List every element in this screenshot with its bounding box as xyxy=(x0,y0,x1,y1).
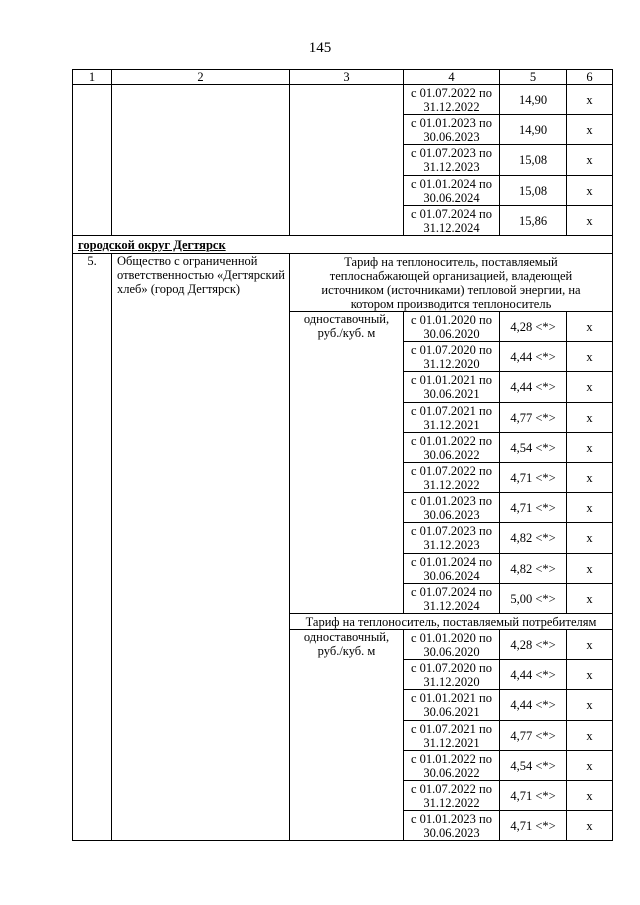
empty-mark-cell: х xyxy=(586,758,593,773)
empty-mark-cell: х xyxy=(586,818,593,833)
tariff-value-cell: 4,44 <*> xyxy=(510,379,556,394)
table-rule xyxy=(289,69,290,236)
empty-mark-cell: х xyxy=(586,530,593,545)
tariff-value-cell: 5,00 <*> xyxy=(510,591,556,606)
organization-name: Общество с ограниченной ответственностью «Дегтярский хлеб» (город Дегтярск) xyxy=(117,254,285,296)
empty-mark-cell: х xyxy=(586,152,593,167)
table-rule xyxy=(499,629,500,841)
table-rule xyxy=(566,69,567,236)
period-cell: с 01.01.2020 по 30.06.2020 xyxy=(411,630,492,659)
table-rule xyxy=(566,311,567,614)
table-rule xyxy=(566,629,567,841)
table-rule xyxy=(612,69,613,841)
empty-mark-cell: х xyxy=(586,470,593,485)
period-cell: с 01.07.2020 по 31.12.2020 xyxy=(411,342,492,371)
period-cell: с 01.01.2020 по 30.06.2020 xyxy=(411,312,492,341)
table-rule xyxy=(403,311,404,614)
table-rule xyxy=(499,311,500,614)
table-rule xyxy=(289,253,290,841)
tariff-type: одноставочный, руб./куб. м xyxy=(303,630,390,658)
empty-mark-cell: х xyxy=(586,122,593,137)
empty-mark-cell: х xyxy=(586,667,593,682)
period-cell: с 01.07.2020 по 31.12.2020 xyxy=(411,660,492,689)
row-number: 5. xyxy=(87,254,97,268)
tariff-value-cell: 4,28 <*> xyxy=(510,637,556,652)
column-header-5: 5 xyxy=(529,70,537,84)
period-cell: с 01.07.2023 по 31.12.2023 xyxy=(411,145,492,174)
period-cell: с 01.01.2024 по 30.06.2024 xyxy=(411,176,492,205)
period-cell: с 01.07.2021 по 31.12.2021 xyxy=(411,403,492,432)
period-cell: с 01.01.2022 по 30.06.2022 xyxy=(411,751,492,780)
table-rule xyxy=(403,69,404,236)
tariff-value-cell: 4,71 <*> xyxy=(510,788,556,803)
column-header-6: 6 xyxy=(586,70,593,84)
column-header-4: 4 xyxy=(448,70,455,84)
empty-mark-cell: х xyxy=(586,319,593,334)
section-title: городской округ Дегтярск xyxy=(78,237,226,252)
table-rule xyxy=(499,69,500,236)
table-rule xyxy=(111,253,112,841)
column-header-2: 2 xyxy=(197,70,204,84)
period-cell: с 01.01.2023 по 30.06.2023 xyxy=(411,115,492,144)
page-number: 145 xyxy=(308,40,332,56)
tariff-value-cell: 15,86 xyxy=(518,213,548,228)
tariff-value-cell: 4,71 <*> xyxy=(510,470,556,485)
tariff-value-cell: 4,44 <*> xyxy=(510,667,556,682)
column-header-1: 1 xyxy=(88,70,96,84)
tariff-value-cell: 4,82 <*> xyxy=(510,561,556,576)
empty-mark-cell: х xyxy=(586,349,593,364)
empty-mark-cell: х xyxy=(586,183,593,198)
empty-mark-cell: х xyxy=(586,379,593,394)
column-header-3: 3 xyxy=(343,70,350,84)
tariff-value-cell: 15,08 xyxy=(518,152,548,167)
table-rule xyxy=(72,69,73,841)
table-rule xyxy=(111,69,112,236)
empty-mark-cell: х xyxy=(586,92,593,107)
period-cell: с 01.07.2022 по 31.12.2022 xyxy=(411,463,492,492)
table-rule xyxy=(72,840,613,841)
period-cell: с 01.07.2024 по 31.12.2024 xyxy=(411,584,492,613)
empty-mark-cell: х xyxy=(586,788,593,803)
tariff-value-cell: 14,90 xyxy=(518,122,548,137)
period-cell: с 01.01.2023 по 30.06.2023 xyxy=(411,493,492,522)
tariff-value-cell: 4,28 <*> xyxy=(510,319,556,334)
table-rule xyxy=(403,629,404,841)
empty-mark-cell: х xyxy=(586,697,593,712)
tariff-value-cell: 4,44 <*> xyxy=(510,697,556,712)
period-cell: с 01.07.2024 по 31.12.2024 xyxy=(411,206,492,235)
empty-mark-cell: х xyxy=(586,637,593,652)
empty-mark-cell: х xyxy=(586,728,593,743)
tariff-value-cell: 4,71 <*> xyxy=(510,818,556,833)
tariff-value-cell: 4,71 <*> xyxy=(510,500,556,515)
empty-mark-cell: х xyxy=(586,440,593,455)
period-cell: с 01.07.2022 по 31.12.2022 xyxy=(411,85,492,114)
tariff-value-cell: 15,08 xyxy=(518,183,548,198)
tariff-value-cell: 4,44 <*> xyxy=(510,349,556,364)
tariff-title: Тариф на теплоноситель, поставляемый теплоснабжающей организацией, владеющей источником (источниками) тепловой энергии, на котором производится теплоноситель xyxy=(321,255,581,311)
tariff-value-cell: 4,54 <*> xyxy=(510,440,556,455)
period-cell: с 01.01.2021 по 30.06.2021 xyxy=(411,690,492,719)
period-cell: с 01.07.2023 по 31.12.2023 xyxy=(411,523,492,552)
tariff-value-cell: 4,77 <*> xyxy=(510,410,556,425)
empty-mark-cell: х xyxy=(586,213,593,228)
period-cell: с 01.01.2021 по 30.06.2021 xyxy=(411,372,492,401)
tariff-value-cell: 4,77 <*> xyxy=(510,728,556,743)
tariff-value-cell: 14,90 xyxy=(518,92,548,107)
period-cell: с 01.07.2022 по 31.12.2022 xyxy=(411,781,492,810)
empty-mark-cell: х xyxy=(586,500,593,515)
empty-mark-cell: х xyxy=(586,561,593,576)
period-cell: с 01.01.2024 по 30.06.2024 xyxy=(411,554,492,583)
tariff-value-cell: 4,54 <*> xyxy=(510,758,556,773)
period-cell: с 01.01.2022 по 30.06.2022 xyxy=(411,433,492,462)
tariff-title: Тариф на теплоноситель, поставляемый потребителям xyxy=(305,614,597,629)
tariff-type: одноставочный, руб./куб. м xyxy=(303,312,390,340)
period-cell: с 01.07.2021 по 31.12.2021 xyxy=(411,721,492,750)
empty-mark-cell: х xyxy=(586,410,593,425)
period-cell: с 01.01.2023 по 30.06.2023 xyxy=(411,811,492,840)
empty-mark-cell: х xyxy=(586,591,593,606)
tariff-value-cell: 4,82 <*> xyxy=(510,530,556,545)
